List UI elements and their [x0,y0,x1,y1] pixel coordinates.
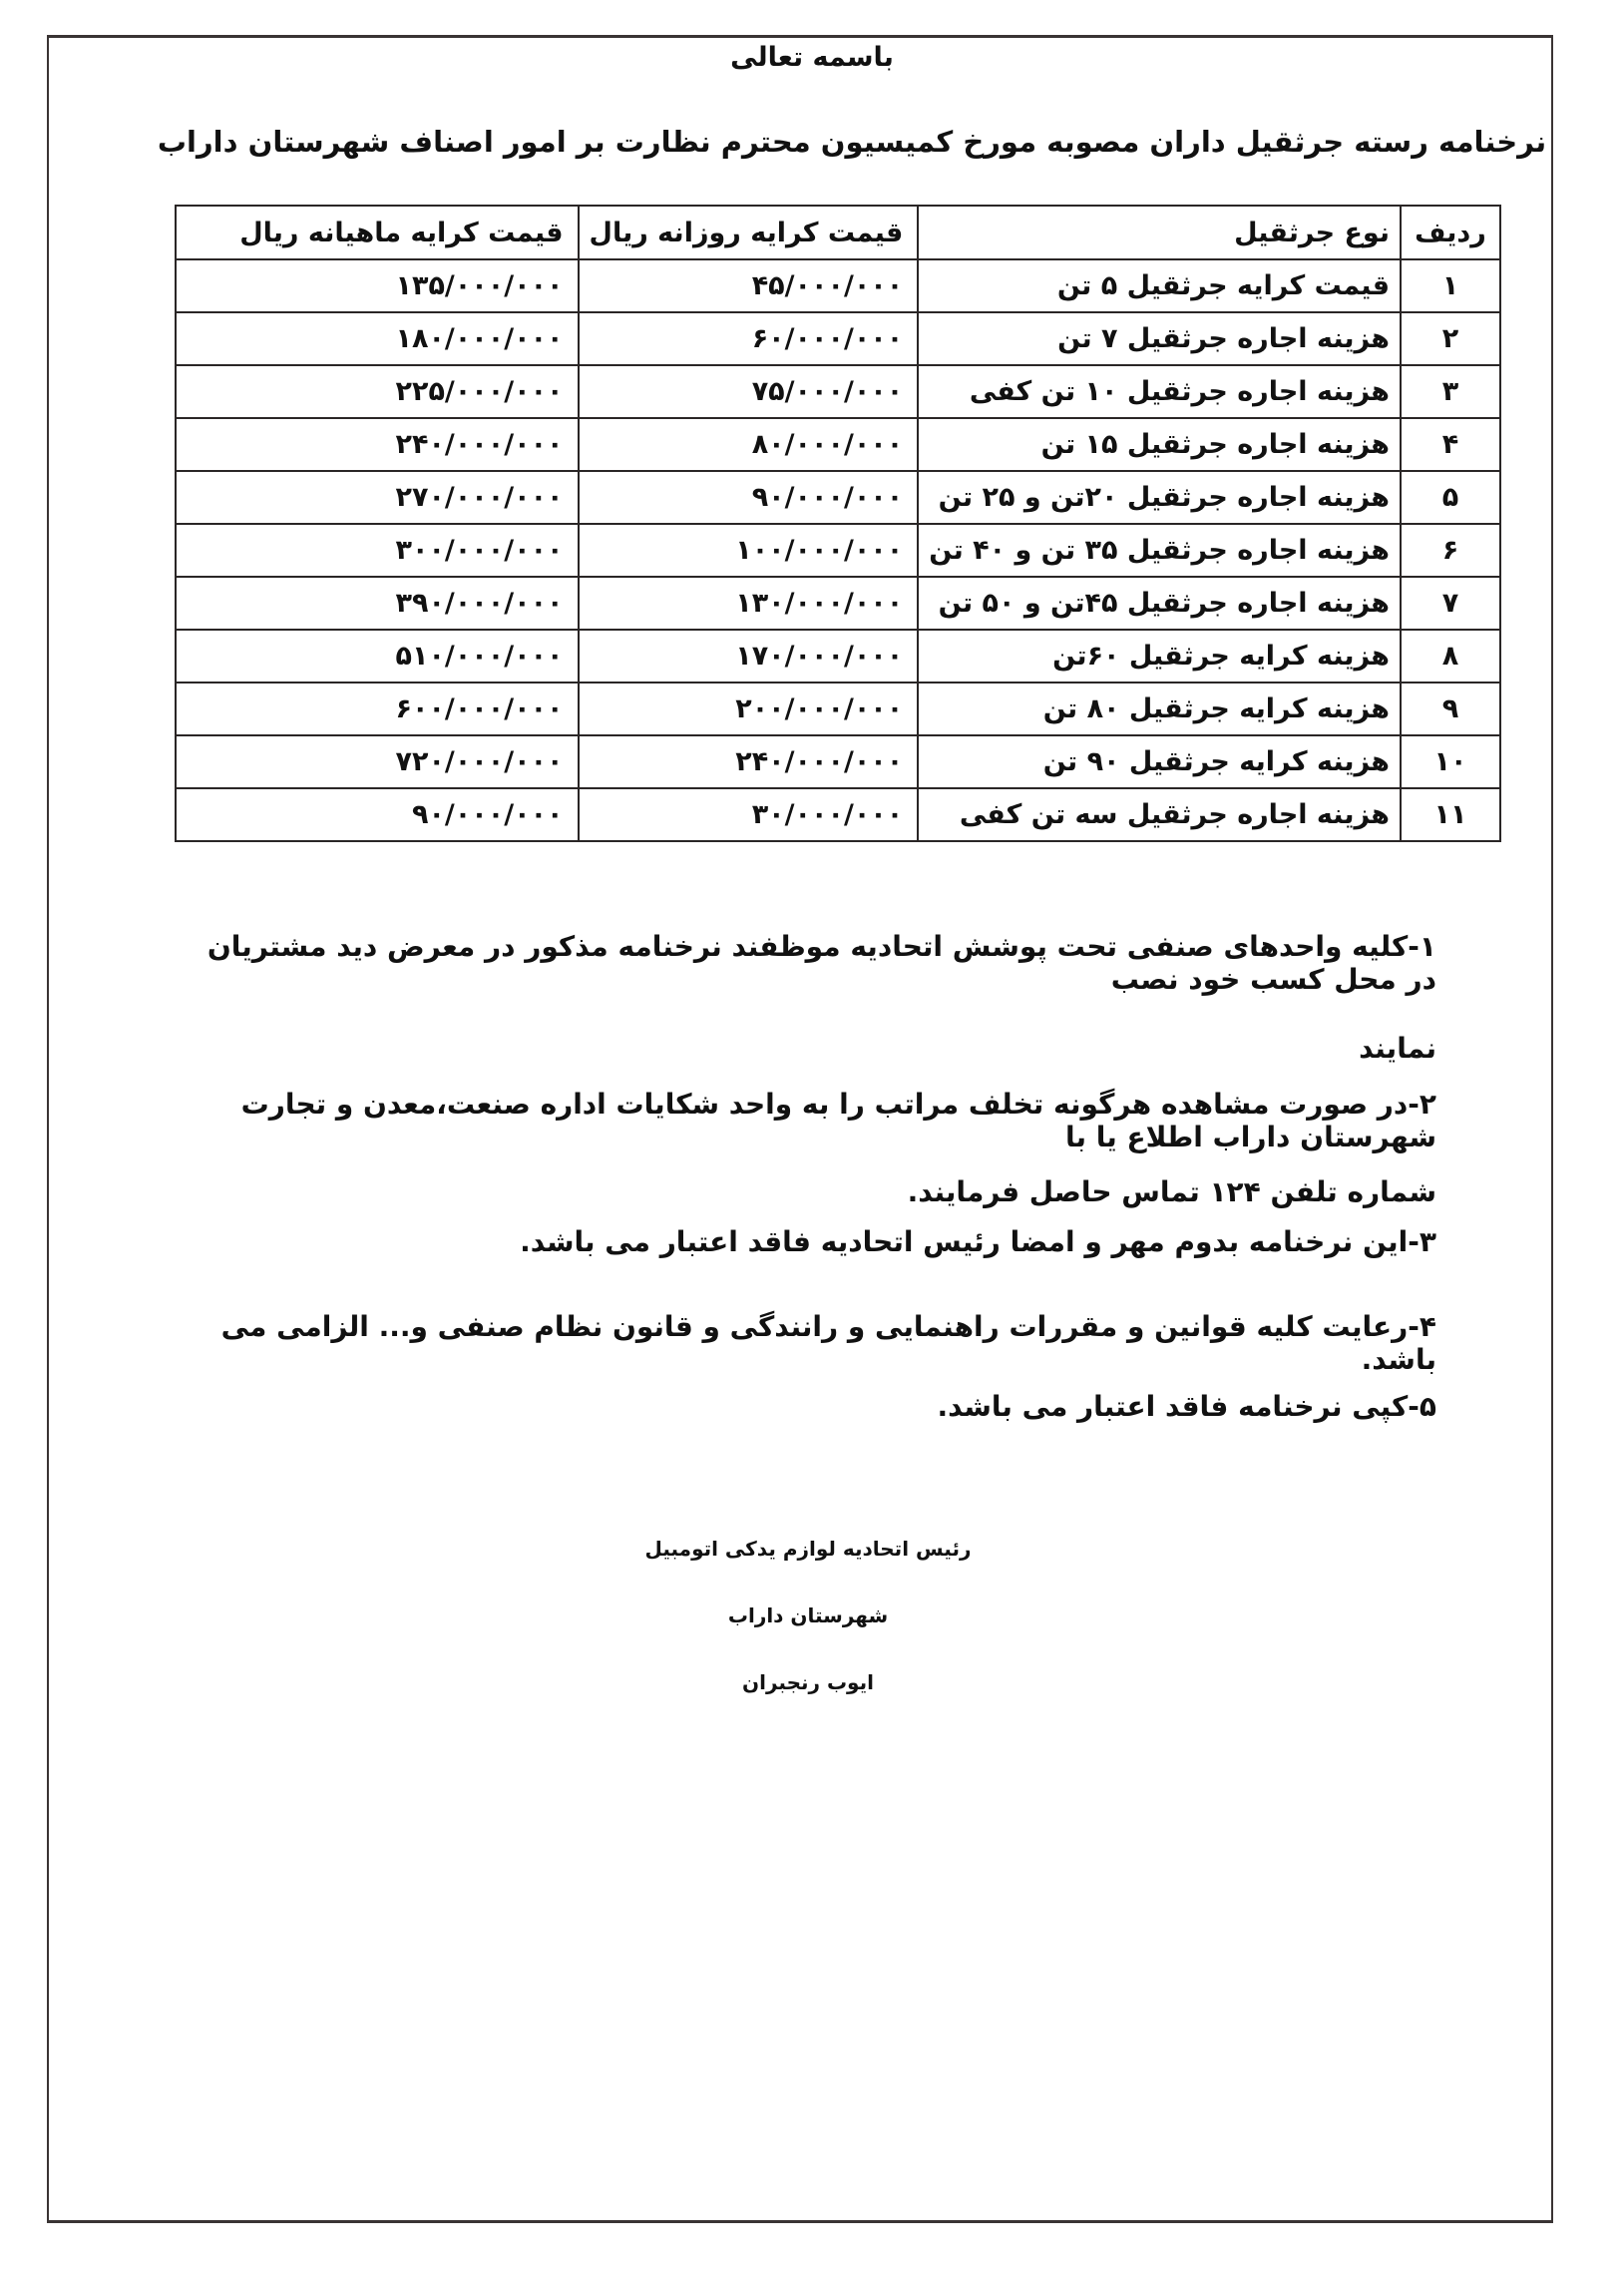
table-row [176,365,1500,418]
table-row [176,788,1500,841]
row-index: ۹ [1401,683,1500,735]
crane-type: هزینه اجاره جرثقیل ۳۵ تن و ۴۰ تن [918,524,1401,577]
monthly-rent: ۳۰۰/۰۰۰/۰۰۰ [176,524,579,577]
table-header-row [176,206,1500,259]
note-2 [180,1088,1436,1208]
note-1 [180,930,1436,1065]
daily-rent: ۱۰۰/۰۰۰/۰۰۰ [579,524,919,577]
crane-type: هزینه کرایه جرثقیل ۸۰ تن [918,683,1401,735]
row-index: ۸ [1401,630,1500,683]
row-index: ۱۰ [1401,735,1500,788]
crane-rate-table [175,205,1501,842]
crane-type: قیمت کرایه جرثقیل ۵ تن [918,259,1401,312]
note-5 [180,1390,1436,1423]
daily-rent: ۹۰/۰۰۰/۰۰۰ [579,471,919,524]
note-4-text: ۴-رعایت کلیه قوانین و مقررات راهنمایی و رانندگی و قانون نظام صنفی و... الزامی می باشد. [220,1310,1436,1376]
monthly-rent: ۶۰۰/۰۰۰/۰۰۰ [176,683,579,735]
crane-type: هزینه اجاره جرثقیل ۲۰تن و ۲۵ تن [918,471,1401,524]
invocation-heading: باسمه تعالی [730,42,894,73]
monthly-rent: ۳۹۰/۰۰۰/۰۰۰ [176,577,579,630]
monthly-rent: ۹۰/۰۰۰/۰۰۰ [176,788,579,841]
signature-city: شهرستان داراب [727,1603,889,1627]
daily-rent: ۸۰/۰۰۰/۰۰۰ [579,418,919,471]
daily-rent: ۶۰/۰۰۰/۰۰۰ [579,312,919,365]
header-daily-rent: قیمت کرایه روزانه ریال [579,206,919,259]
table-row [176,418,1500,471]
note-2-line-1: ۲-در صورت مشاهده هرگونه تخلف مراتب را به واحد شکایات اداره صنعت،معدن و تجارت شهرستان داراب اطلاع یا با [240,1088,1436,1153]
monthly-rent: ۵۱۰/۰۰۰/۰۰۰ [176,630,579,683]
daily-rent: ۴۵/۰۰۰/۰۰۰ [579,259,919,312]
monthly-rent: ۲۷۰/۰۰۰/۰۰۰ [176,471,579,524]
table-row [176,312,1500,365]
row-index: ۱ [1401,259,1500,312]
row-index: ۱۱ [1401,788,1500,841]
header-index: ردیف [1401,206,1500,259]
header-monthly-rent: قیمت کرایه ماهیانه ریال [176,206,579,259]
row-index: ۲ [1401,312,1500,365]
daily-rent: ۲۰۰/۰۰۰/۰۰۰ [579,683,919,735]
daily-rent: ۲۴۰/۰۰۰/۰۰۰ [579,735,919,788]
daily-rent: ۱۷۰/۰۰۰/۰۰۰ [579,630,919,683]
crane-type: هزینه اجاره جرثقیل ۴۵تن و ۵۰ تن [918,577,1401,630]
note-4 [180,1310,1436,1376]
note-1-line-1: ۱-کلیه واحدهای صنفی تحت پوشش اتحادیه موظفند نرخنامه مذکور در معرض دید مشتریان در محل کسب خود نصب [206,930,1436,996]
daily-rent: ۷۵/۰۰۰/۰۰۰ [579,365,919,418]
daily-rent: ۳۰/۰۰۰/۰۰۰ [579,788,919,841]
document-title: نرخنامه رسته جرثقیل داران مصوبه مورخ کمیسیون محترم نظارت بر امور اصناف شهرستان داراب [157,125,1547,159]
row-index: ۴ [1401,418,1500,471]
table-row [176,259,1500,312]
monthly-rent: ۲۲۵/۰۰۰/۰۰۰ [176,365,579,418]
monthly-rent: ۲۴۰/۰۰۰/۰۰۰ [176,418,579,471]
monthly-rent: ۷۲۰/۰۰۰/۰۰۰ [176,735,579,788]
note-1-line-2: نمایند [1359,1032,1436,1065]
header-crane-type: نوع جرثقیل [918,206,1401,259]
daily-rent: ۱۳۰/۰۰۰/۰۰۰ [579,577,919,630]
signature-role: رئیس اتحادیه لوازم یدکی اتومبیل [644,1537,972,1561]
note-5-text: ۵-کپی نرخنامه فاقد اعتبار می باشد. [937,1390,1436,1423]
note-3 [180,1225,1436,1258]
monthly-rent: ۱۸۰/۰۰۰/۰۰۰ [176,312,579,365]
row-index: ۳ [1401,365,1500,418]
table-row [176,735,1500,788]
row-index: ۵ [1401,471,1500,524]
row-index: ۶ [1401,524,1500,577]
signature-name: ایوب رنجبران [742,1670,874,1694]
note-2-line-2: شماره تلفن ۱۲۴ تماس حاصل فرمایند. [907,1175,1436,1208]
crane-type: هزینه اجاره جرثقیل سه تن کفی [918,788,1401,841]
monthly-rent: ۱۳۵/۰۰۰/۰۰۰ [176,259,579,312]
crane-type: هزینه اجاره جرثقیل ۱۰ تن کفی [918,365,1401,418]
table-row [176,471,1500,524]
note-3-text: ۳-این نرخنامه بدوم مهر و امضا رئیس اتحادیه فاقد اعتبار می باشد. [520,1225,1436,1258]
table-row [176,683,1500,735]
table-row [176,577,1500,630]
crane-type: هزینه کرایه جرثقیل ۹۰ تن [918,735,1401,788]
table-row [176,524,1500,577]
crane-type: هزینه کرایه جرثقیل ۶۰تن [918,630,1401,683]
crane-type: هزینه اجاره جرثقیل ۷ تن [918,312,1401,365]
crane-type: هزینه اجاره جرثقیل ۱۵ تن [918,418,1401,471]
row-index: ۷ [1401,577,1500,630]
table-row [176,630,1500,683]
